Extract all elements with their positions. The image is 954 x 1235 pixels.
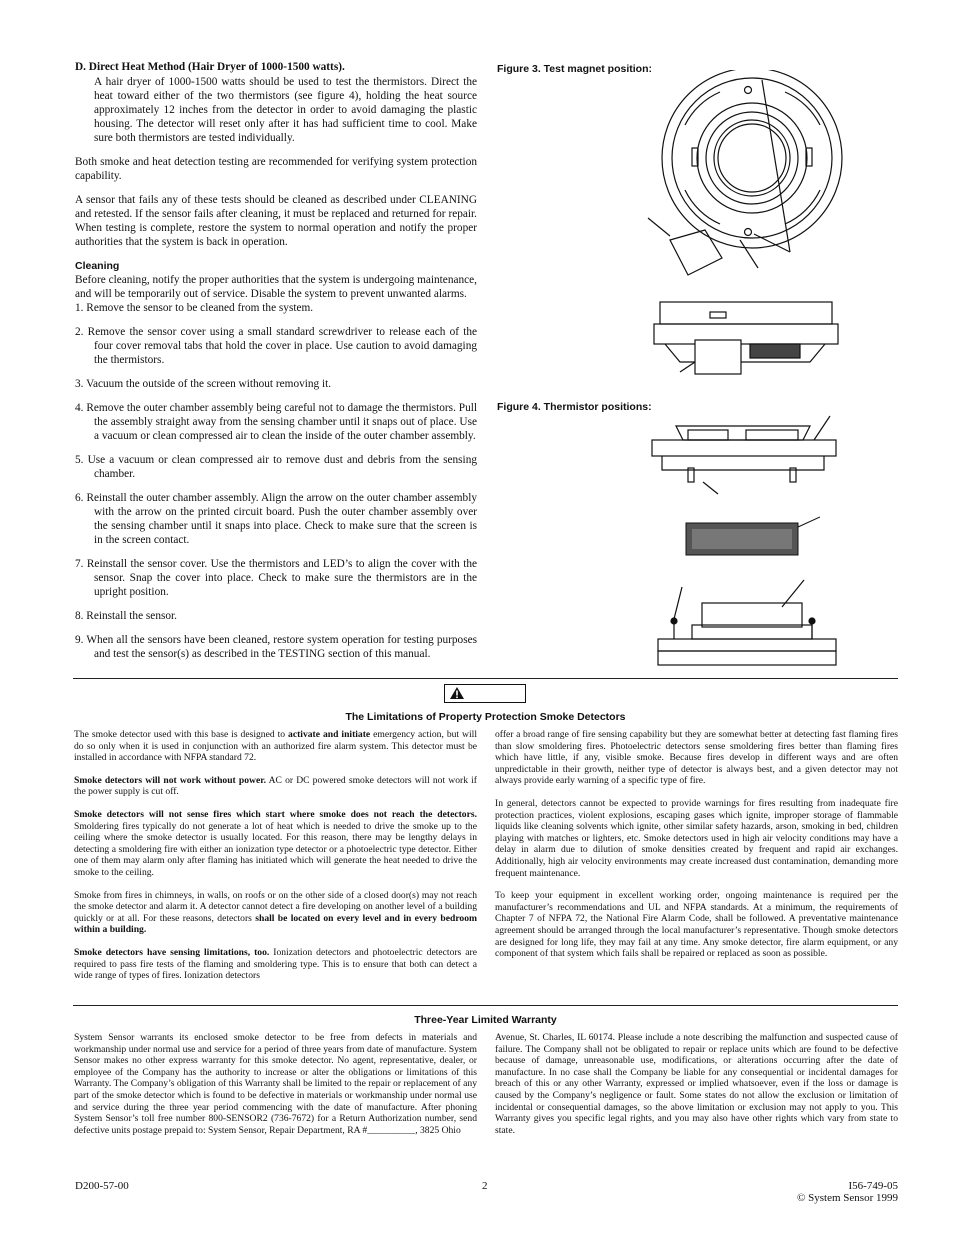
limitations-paragraph: offer a broad range of fire sensing capability but they are somewhat better at detecting fast flaming fires than slow smoldering fires. Photoelectric detectors sense smoldering fires better than flaming fires which have little, if any, visible smoke. Because fires develop in different ways and are often unpredictable in their growth, neither type of detector is always best, and a given detector may not always provide early warning of a specific type of fire. [495, 729, 898, 787]
cleaning-intro: Before cleaning, notify the proper authorities that the system is undergoing maintenance, and will be temporarily out of service. Disable the system to prevent unwanted alarms. [75, 274, 477, 300]
limitations-paragraph: Smoke from fires in chimneys, in walls, on roofs or on the other side of a closed door(s) may not reach the smoke detector and alarm it. A detector cannot detect a fire developing on another level of a building quickly or at all. For these reasons, detectors shall be located on every level and in every bedroom within a building. [74, 889, 477, 936]
limitations-left-column [74, 729, 477, 993]
figure-4-caption: Figure 4. Thermistor positions: [497, 401, 652, 413]
cleaning-heading: Cleaning [75, 260, 120, 272]
para-both-testing: Both smoke and heat detection testing are recommended for verifying system protection capability. [75, 156, 477, 182]
warranty-rule [73, 1005, 898, 1006]
limitations-paragraph: The smoke detector used with this base is designed to activate and initiate emergency action, but will do so only when it is used in conjunction with an authorized fire alarm system. This detector must be installed in accordance with NFPA standard 72. [74, 729, 477, 764]
cleaning-step: 3. Vacuum the outside of the screen without removing it. [75, 378, 332, 390]
figure-4-cover-view [648, 410, 838, 495]
instructions-column [75, 60, 477, 671]
limitations-paragraph: Smoke detectors have sensing limitations, too. Ionization detectors and photoelectric detectors are required to pass fire tests of the flaming and smoldering type. This is to ensure that both can detect a wide range of types of fires. Ionization detectors [74, 946, 477, 982]
figure-4-circuit-board-view [652, 575, 842, 670]
section-d-title: D. Direct Heat Method (Hair Dryer of 1000-1500 watts). [75, 61, 345, 73]
cleaning-step: 1. Remove the sensor to be cleaned from the system. [75, 302, 314, 314]
footer-part-number: I56-749-05 [848, 1180, 898, 1192]
cleaning-step: 5. Use a vacuum or clean compressed air to remove dust and debris from the sensing chamber. [75, 454, 477, 480]
para-sensor-fails: A sensor that fails any of these tests should be cleaned as described under CLEANING and retested. If the sensor fails after cleaning, it must be replaced and returned for repair. When testing is complete, restore the system to normal operation and notify the proper authorities that the system is back in operation. [75, 194, 477, 248]
top-rule [73, 678, 898, 679]
figure-3-caption: Figure 3. Test magnet position: [497, 63, 652, 75]
cleaning-step: 9. When all the sensors have been cleaned, restore system operation for testing purposes and test the sensor(s) as described in the TESTING section of this manual. [75, 634, 477, 660]
warning-box [444, 684, 526, 703]
limitations-title: The Limitations of Property Protection Smoke Detectors [345, 711, 626, 723]
section-d-body: A hair dryer of 1000-1500 watts should be used to test the thermistors. Direct the heat toward either of the two thermistors (see figure 4), holding the heat source approximately 12 inches from the detector in order to avoid damaging the plastic housing. The detector will reset only after it has had sufficient time to cool. Make sure both thermistors are tested individually. [94, 76, 477, 144]
limitations-paragraph: To keep your equipment in excellent working order, ongoing maintenance is required per the manufacturer’s recommendations and UL and NFPA standards. At a minimum, the requirements of Chapter 7 of NFPA 72, the National Fire Alarm Code, shall be followed. A preventative maintenance agreement should be arranged through the local manufacturer’s representative. Though smoke detectors are designed for long life, they may fail at any time. Any smoke detector, fire alarm equipment, or any component of that system which fails shall be repaired or replaced as soon as possible. [495, 890, 898, 960]
warranty-right-column: Avenue, St. Charles, IL 60174. Please include a note describing the malfunction and suspected cause of failure. The Company shall not be obligated to repair or replace units which are found to be defective because of damage, unreasonable use, modifications, or alterations occurring after the date of manufacture. In no case shall the Company be liable for any consequential or incidental damages for breach of this or any other Warranty, expressed or implied whatsoever, even if the loss or damage is caused by the Company’s negligence or fault. Some states do not allow the exclusion or limitation of incidental or consequential damages, so the above limitation or exclusion may not apply to you. This Warranty gives you specific legal rights, and you may also have other rights which vary from state to state. [495, 1032, 898, 1136]
figure-3-detector-top-view [640, 70, 860, 285]
limitations-paragraph: In general, detectors cannot be expected to provide warnings for fires resulting from inadequate fire protection practices, violent explosions, escaping gases which ignite, improper storage of flammable liquids like cleaning solvents which ignite, other similar safety hazards, arson, smoking in bed, children playing with matches or lighters, etc. Smoke detectors used in high air velocity conditions may have a delay in alarm due to dilution of smoke densities created by frequent and rapid air exchanges. Additionally, high air velocity environments may create increased dust contamination, demanding more frequent maintenance. [495, 797, 898, 879]
cleaning-step: 8. Reinstall the sensor. [75, 610, 177, 622]
limitations-paragraph: Smoke detectors will not work without power. AC or DC powered smoke detectors will not work if the power supply is cut off. [74, 774, 477, 798]
cleaning-step: 4. Remove the outer chamber assembly being careful not to damage the thermistors. Pull the assembly straight away from the sensing chamber until it snaps out of place. Use a vacuum or clean compressed air to clean the inside of the outer chamber assembly. [75, 402, 477, 442]
footer-copyright: © System Sensor 1999 [797, 1192, 898, 1204]
footer-page-number: 2 [482, 1180, 488, 1192]
warning-triangle-icon [449, 686, 465, 700]
warranty-left-column: System Sensor warrants its enclosed smoke detector to be free from defects in materials and workmanship under normal use and service for a period of three years from date of manufacture. System Sensor makes no other express warranty for this smoke detector. No agent, representative, dealer, or employee of the Company has the authority to increase or alter the obligations or limitations of this Warranty. The Company’s obligation of this Warranty shall be limited to the repair or replacement of any part of the smoke detector which is found to be defective in materials or workmanship under normal use and service during the three year period commencing with the date of manufacture. After phoning System Sensor’s toll free number 800-SENSOR2 (736-7672) for a Return Authorization number, send defective units postage prepaid to: System Sensor, Repair Department, RA #__________, 3825 Ohio [74, 1032, 477, 1136]
limitations-paragraph: Smoke detectors will not sense fires which start where smoke does not reach the detectors. Smoldering fires typically do not generate a lot of heat which is needed to drive the smoke up to the ceiling where the smoke detector is usually located. For this reason, there may be lengthy delays in detecting a smoldering fire with either an ionization type detector or a photoelectric type detector. Either one of them may alarm only after flaming has initiated which will generate the heat needed to drive the smoke to the ceiling. [74, 808, 477, 878]
warranty-title: Three-Year Limited Warranty [414, 1014, 557, 1026]
cleaning-step: 6. Reinstall the outer chamber assembly. Align the arrow on the outer chamber assembly with the arrow on the printed circuit board. Push the outer chamber assembly over the sensing chamber until it snaps into place. Check to make sure that the screen is in the screen contact. [75, 492, 477, 546]
cleaning-steps [75, 301, 477, 661]
cleaning-step: 7. Reinstall the sensor cover. Use the thermistors and LED’s to align the cover with the sensor. Snap the cover into place. Check to make sure the thermistors are in the upright position. [75, 558, 477, 598]
cleaning-step: 2. Remove the sensor cover using a small standard screwdriver to release each of the four cover removal tabs that hold the cover in place. Use caution to avoid damaging the thermistors. [75, 326, 477, 366]
footer-doc-number: D200-57-00 [75, 1180, 129, 1192]
limitations-right-column [495, 729, 898, 971]
figure-4-screen-view [680, 515, 820, 560]
figure-3-detector-side-view [650, 300, 840, 385]
footer-right [797, 1180, 898, 1204]
